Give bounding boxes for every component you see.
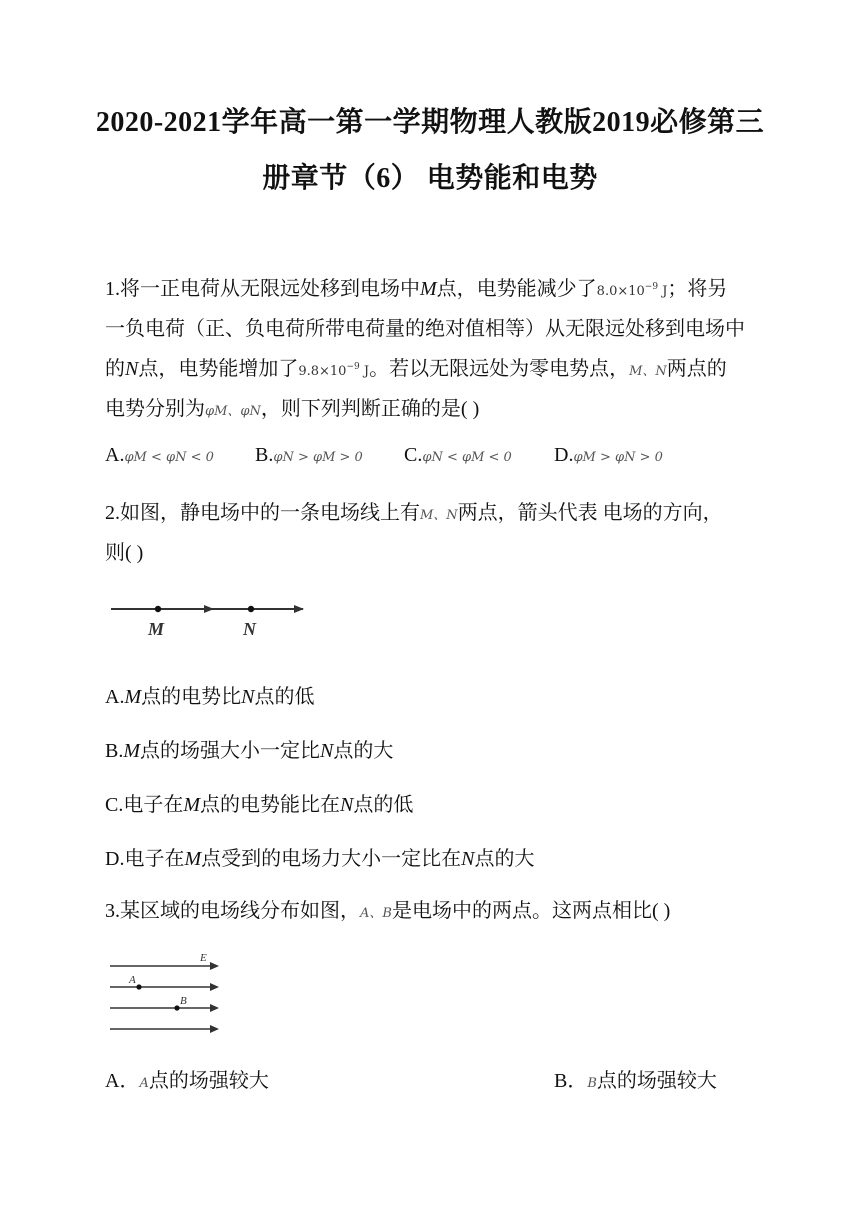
q1-text: 。若以无限远处为零电势点， — [369, 358, 630, 380]
option-label: D. — [554, 444, 574, 466]
point-m — [155, 606, 161, 612]
q1-value-2-exponent: −9 — [346, 362, 360, 372]
q1-line-2: 一负电荷（正、负电荷所带电荷量的绝对值相等）从无限远处移到电场中 — [105, 318, 745, 340]
option-text: 点的低 — [353, 794, 414, 816]
field-arrowheads — [210, 962, 219, 1033]
var-m: M — [123, 740, 141, 762]
option-text: 点的电势比 — [141, 686, 242, 708]
q1-var-m: M — [420, 278, 437, 300]
point-a-label: A — [129, 974, 136, 986]
q1-text: 电势分别为 — [105, 398, 205, 420]
q1-var-phi: φM、φN — [205, 404, 261, 419]
q3-option-a[interactable] — [105, 1064, 269, 1093]
point-n-label: N — [243, 619, 256, 639]
option-expression: φN < φM < 0 — [422, 450, 512, 465]
option-text: 点的场强较大 — [596, 1070, 717, 1092]
var-n: N — [320, 740, 334, 762]
option-label: C.电子在 — [105, 794, 184, 816]
q2-line-2: 则( ) — [105, 542, 144, 564]
q1-line-3 — [105, 352, 727, 381]
point-b — [174, 1005, 179, 1010]
q1-text: 的 — [105, 358, 125, 380]
q1-option-a[interactable] — [105, 444, 214, 467]
q3-line-1 — [105, 894, 670, 923]
var-n: N — [461, 848, 475, 870]
option-label: B． — [554, 1070, 588, 1092]
point-n — [248, 606, 254, 612]
var-n: N — [241, 686, 255, 708]
q1-text: ；将另 — [667, 278, 728, 300]
q2-text: 两点，箭头代表 电场的方向， — [457, 502, 723, 524]
q2-field-line-figure — [108, 596, 308, 640]
option-text: 点的电势能比在 — [200, 794, 341, 816]
q1-value-1-unit: J — [658, 284, 668, 299]
option-text: 点的场强较大 — [148, 1070, 269, 1092]
q1-option-d[interactable] — [554, 444, 663, 467]
var-b: B — [587, 1076, 597, 1091]
field-direction-arrow — [204, 605, 214, 613]
point-b-label: B — [180, 995, 187, 1007]
q1-line-4 — [105, 392, 479, 421]
q1-option-b[interactable] — [255, 444, 363, 467]
q1-var-n: N — [125, 358, 139, 380]
field-direction-arrow — [294, 605, 304, 613]
q3-field-lines-figure — [108, 950, 224, 1036]
document-title-line-2: 册章节（6） 电势能和电势 — [262, 163, 598, 194]
option-text: 点受到的电场力大小一定比在 — [201, 848, 462, 870]
var-n: N — [340, 794, 354, 816]
option-label: D.电子在 — [105, 848, 185, 870]
q3-text: 3.某区域的电场线分布如图， — [105, 900, 360, 922]
point-m-label: M — [148, 619, 165, 639]
option-text: 点的大 — [474, 848, 535, 870]
option-label: A. — [105, 686, 125, 708]
q1-value-1 — [597, 284, 668, 299]
point-a — [136, 984, 141, 989]
q1-value-1-exponent: −9 — [644, 282, 659, 292]
option-label: A. — [105, 444, 125, 466]
q1-text: 1.将一正电荷从无限远处移到电场中 — [105, 278, 420, 300]
q1-value-1-mantissa: 8.0×10 — [596, 284, 645, 299]
field-label-e: E — [200, 952, 207, 964]
var-m: M — [184, 848, 202, 870]
option-expression: φN > φM > 0 — [273, 450, 363, 465]
q1-option-c[interactable] — [404, 444, 512, 467]
q2-line-1 — [105, 496, 723, 525]
q1-text: 两点的 — [666, 358, 727, 380]
option-label: B. — [105, 740, 124, 762]
option-expression: φM > φN > 0 — [573, 450, 663, 465]
q1-text: 点，电势能增加了 — [138, 358, 299, 380]
q2-text: 2.如图，静电场中的一条电场线上有 — [105, 502, 420, 524]
option-text: 点的大 — [333, 740, 394, 762]
q3-var-ab: A、B — [360, 906, 392, 921]
q2-option-d[interactable] — [105, 842, 534, 871]
q3-option-b[interactable] — [554, 1064, 717, 1093]
var-m: M — [124, 686, 142, 708]
q1-var-mn: M、N — [629, 364, 667, 379]
q2-option-a[interactable] — [105, 680, 314, 709]
q2-option-b[interactable] — [105, 734, 393, 763]
q2-var-mn: M、N — [420, 508, 458, 523]
document-title-line-1: 2020-2021学年高一第一学期物理人教版2019必修第三 — [95, 107, 765, 138]
q1-text: 点，电势能减少了 — [436, 278, 597, 300]
option-label: C. — [404, 444, 423, 466]
option-text: 点的低 — [254, 686, 315, 708]
q1-value-2-unit: J — [359, 364, 370, 379]
q1-value-2-mantissa: 9.8×10 — [298, 364, 347, 379]
q3-text: 是电场中的两点。这两点相比( ) — [391, 900, 671, 922]
field-lines — [110, 966, 212, 1029]
q1-value-2 — [298, 364, 369, 379]
option-expression: φM < φN < 0 — [124, 450, 214, 465]
option-label: A． — [105, 1070, 140, 1092]
var-a: A — [139, 1076, 149, 1091]
option-text: 点的场强大小一定比 — [140, 740, 321, 762]
q1-text: ，则下列判断正确的是( ) — [260, 398, 480, 420]
var-m: M — [183, 794, 201, 816]
q2-option-c[interactable] — [105, 788, 413, 817]
q1-line-1 — [105, 272, 727, 301]
option-label: B. — [255, 444, 274, 466]
